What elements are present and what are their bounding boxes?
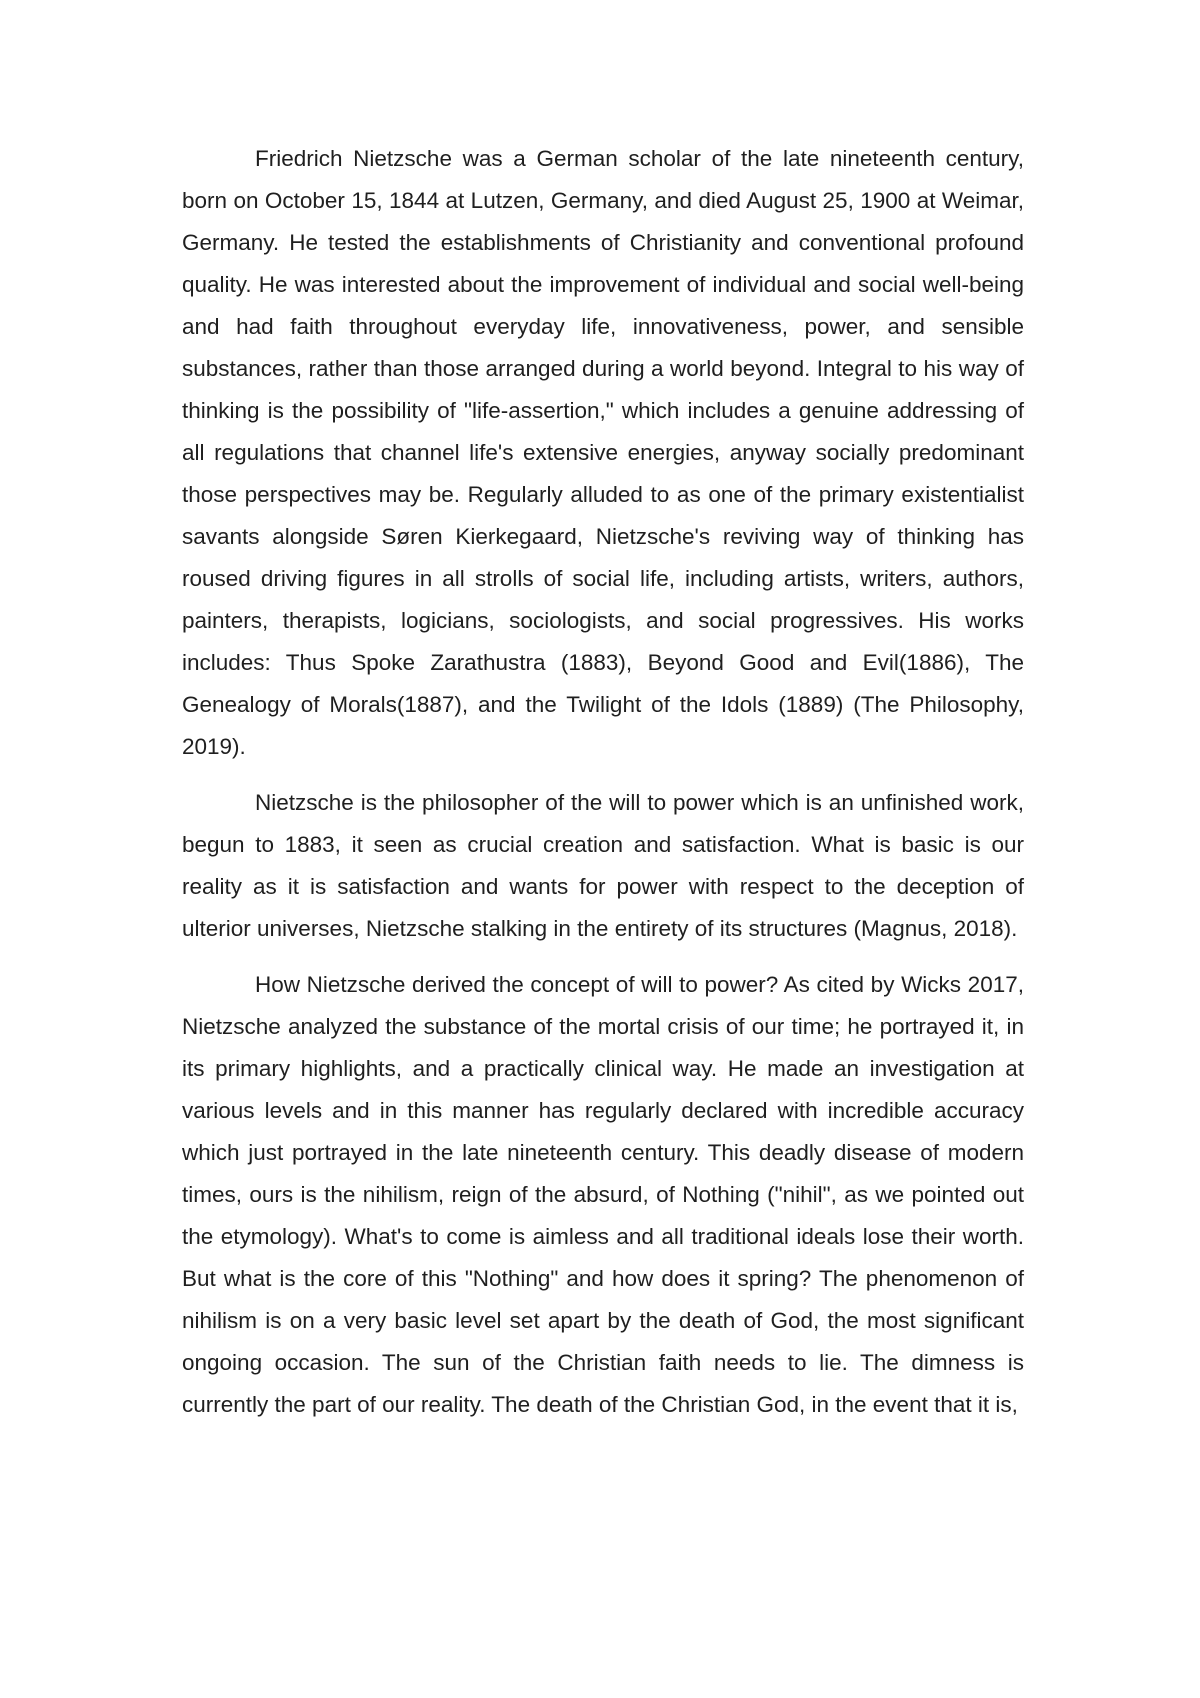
paragraph-1: Friedrich Nietzsche was a German scholar of the late nineteenth century, born on October 15, 1844 at Lutzen, Germany, and died August 25, 1900 at Weimar, Germany. He tested the establishments of Christianity and conventional profound quality. He was interested about the improvement of individual and social well-being and had faith throughout everyday life, innovativeness, power, and sensible substances, rather than those arranged during a world beyond. Integral to his way of thinking is the possibility of "life-assertion," which includes a genuine addressing of all regulations that channel life's extensive energies, anyway socially predominant those perspectives may be. Regularly alluded to as one of the primary existentialist savants alongside Søren Kierkegaard, Nietzsche's reviving way of thinking has roused driving figures in all strolls of social life, including artists, writers, authors, painters, therapists, logicians, sociologists, and social progressives. His works includes: Thus Spoke Zarathustra (1883), Beyond Good and Evil(1886), The Genealogy of Morals(1887), and the Twilight of the Idols (1889) (The Philosophy, 2019). bbox=[182, 146, 1024, 759]
paragraph-3: How Nietzsche derived the concept of will to power? As cited by Wicks 2017, Nietzsche analyzed the substance of the mortal crisis of our time; he portrayed it, in its primary highlights, and a practically clinical way. He made an investigation at various levels and in this manner has regularly declared with incredible accuracy which just portrayed in the late nineteenth century. This deadly disease of modern times, ours is the nihilism, reign of the absurd, of Nothing ("nihil", as we pointed out the etymology). What's to come is aimless and all traditional ideals lose their worth. But what is the core of this "Nothing" and how does it spring? The phenomenon of nihilism is on a very basic level set apart by the death of God, the most significant ongoing occasion. The sun of the Christian faith needs to lie. The dimness is currently the part of our reality. The death of the Christian God, in the event that it is, bbox=[182, 972, 1024, 1417]
document-page bbox=[182, 138, 1024, 1440]
paragraph-2: Nietzsche is the philosopher of the will to power which is an unfinished work, begun to 1883, it seen as crucial creation and satisfaction. What is basic is our reality as it is satisfaction and wants for power with respect to the deception of ulterior universes, Nietzsche stalking in the entirety of its structures (Magnus, 2018). bbox=[182, 790, 1024, 941]
